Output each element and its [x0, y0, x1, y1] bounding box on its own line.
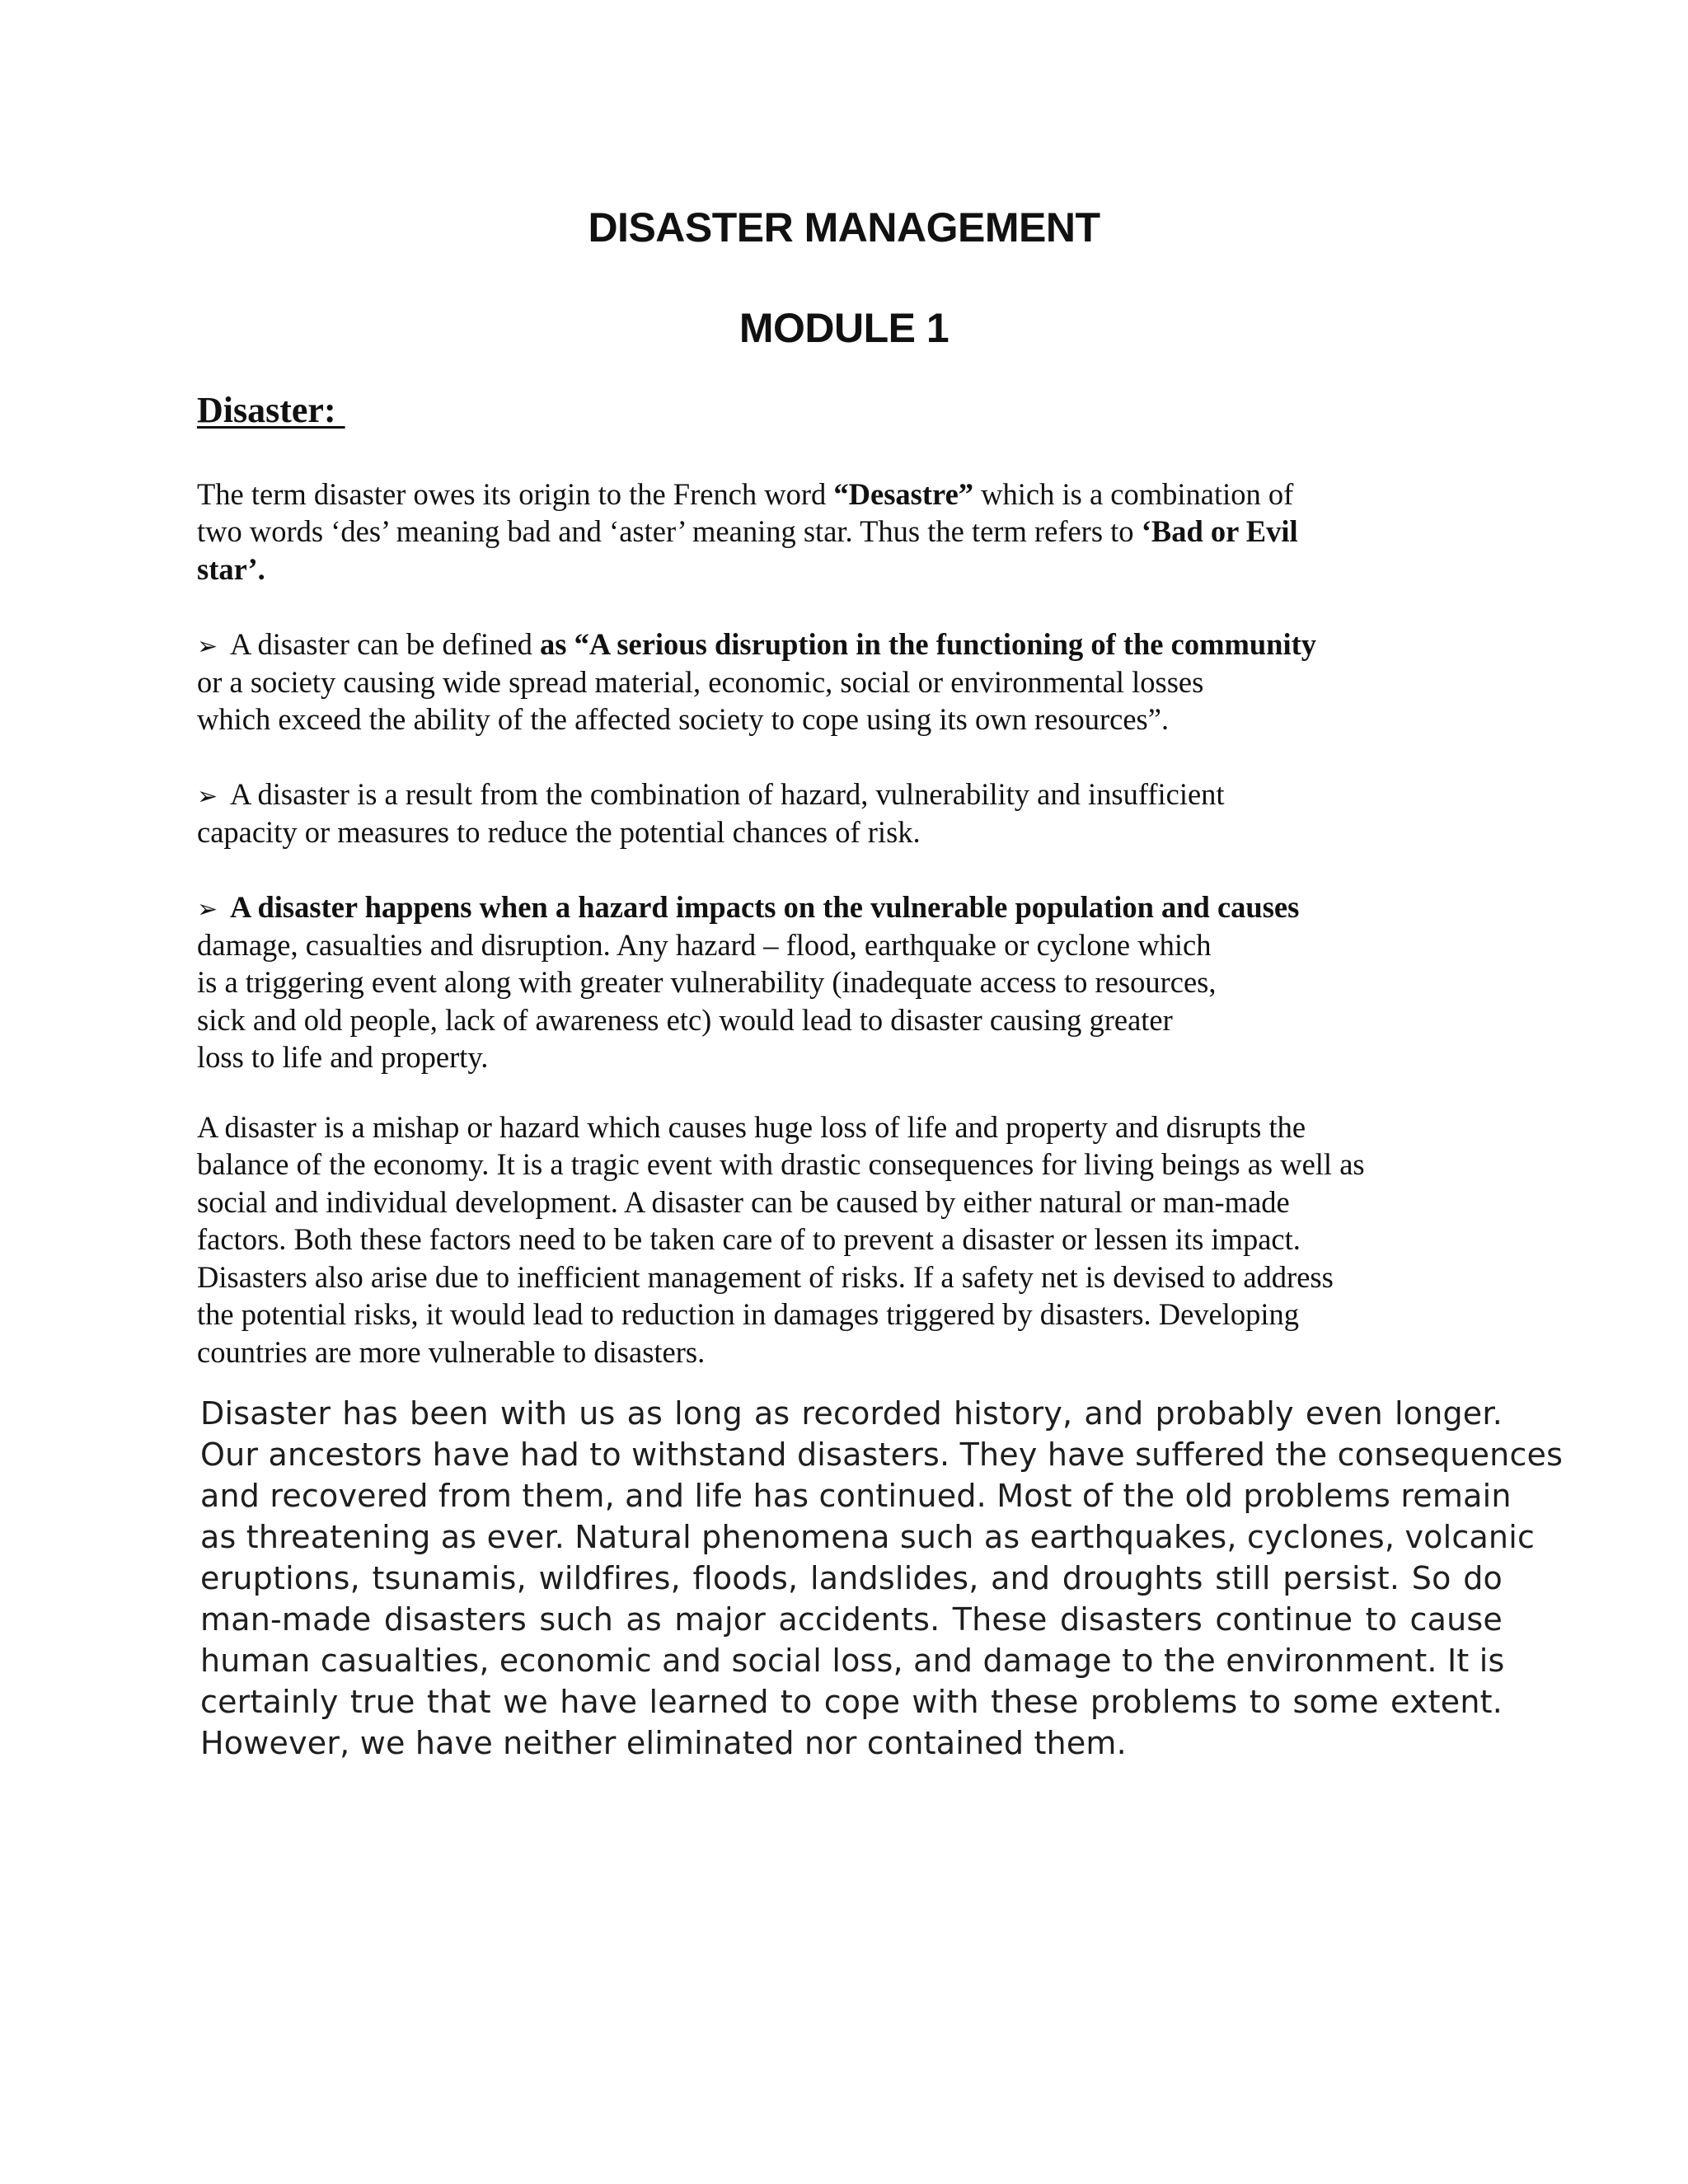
- scanned-line-5: eruptions, tsunamis, wildfires, floods, landslides, and droughts still persist. So do: [200, 1560, 1503, 1596]
- paragraph-line-4: factors. Both these factors need to be taken care of to prevent a disaster or lessen its impact.: [197, 1222, 1301, 1256]
- bullet-3-line-5: loss to life and property.: [197, 1040, 489, 1074]
- bullet-2-line-2: capacity or measures to reduce the potential chances of risk.: [197, 815, 921, 849]
- intro-line-3: star’.: [197, 552, 265, 586]
- paragraph-line-7: countries are more vulnerable to disasters.: [197, 1335, 706, 1369]
- scanned-line-9: However, we have neither eliminated nor contained them.: [200, 1725, 1127, 1761]
- scanned-line-4: as threatening as ever. Natural phenomena such as earthquakes, cyclones, volcanic: [200, 1519, 1536, 1555]
- scanned-line-3: and recovered from them, and life has continued. Most of the old problems remain: [200, 1478, 1512, 1514]
- scanned-line-2: Our ancestors have had to withstand disasters. They have suffered the consequences: [200, 1436, 1564, 1473]
- paragraph-line-5: Disasters also arise due to inefficient management of risks. If a safety net is devised to address: [197, 1260, 1334, 1294]
- scanned-line-1: Disaster has been with us as long as recorded history, and probably even longer.: [200, 1395, 1503, 1432]
- bullet-3-line-4: sick and old people, lack of awareness etc) would lead to disaster causing greater: [197, 1003, 1173, 1037]
- bullet-1-line-1: ➢ A disaster can be defined as “A serious disruption in the functioning of the community: [197, 626, 1316, 666]
- bullet-1-line-3: which exceed the ability of the affected society to cope using its own resources”.: [197, 702, 1170, 736]
- bullet-3-line-1: ➢ A disaster happens when a hazard impacts on the vulnerable population and causes: [197, 888, 1299, 929]
- paragraph-line-3: social and individual development. A disaster can be caused by either natural or man-made: [197, 1185, 1290, 1219]
- intro-line-1: The term disaster owes its origin to the French word “Desastre” which is a combination of: [197, 477, 1294, 511]
- scanned-line-6: man-made disasters such as major accidents. These disasters continue to cause: [200, 1601, 1503, 1638]
- bullet-3-line-2: damage, casualties and disruption. Any hazard – flood, earthquake or cyclone which: [197, 928, 1212, 962]
- page-title: DISASTER MANAGEMENT: [588, 204, 1100, 251]
- paragraph-line-1: A disaster is a mishap or hazard which causes huge loss of life and property and disrupts the: [197, 1110, 1306, 1144]
- arrow-bullet-icon: ➢: [197, 632, 218, 661]
- module-title: MODULE 1: [738, 305, 950, 351]
- paragraph-line-6: the potential risks, it would lead to reduction in damages triggered by disasters. Developing: [197, 1297, 1300, 1331]
- scanned-line-8: certainly true that we have learned to cope with these problems to some extent.: [200, 1684, 1503, 1720]
- section-heading: Disaster:: [197, 390, 345, 430]
- scanned-line-7: human casualties, economic and social loss, and damage to the environment. It is: [200, 1643, 1505, 1679]
- paragraph-line-2: balance of the economy. It is a tragic event with drastic consequences for living beings as well as: [197, 1147, 1365, 1181]
- intro-line-2: two words ‘des’ meaning bad and ‘aster’ meaning star. Thus the term refers to ‘Bad or Evil: [197, 514, 1298, 548]
- bullet-3-line-3: is a triggering event along with greater vulnerability (inadequate access to resources,: [197, 965, 1217, 999]
- bullet-1-line-2: or a society causing wide spread material, economic, social or environmental losses: [197, 665, 1204, 699]
- bullet-2-line-1: ➢ A disaster is a result from the combination of hazard, vulnerability and insufficient: [197, 776, 1225, 816]
- arrow-bullet-icon: ➢: [197, 782, 218, 811]
- arrow-bullet-icon: ➢: [197, 895, 218, 924]
